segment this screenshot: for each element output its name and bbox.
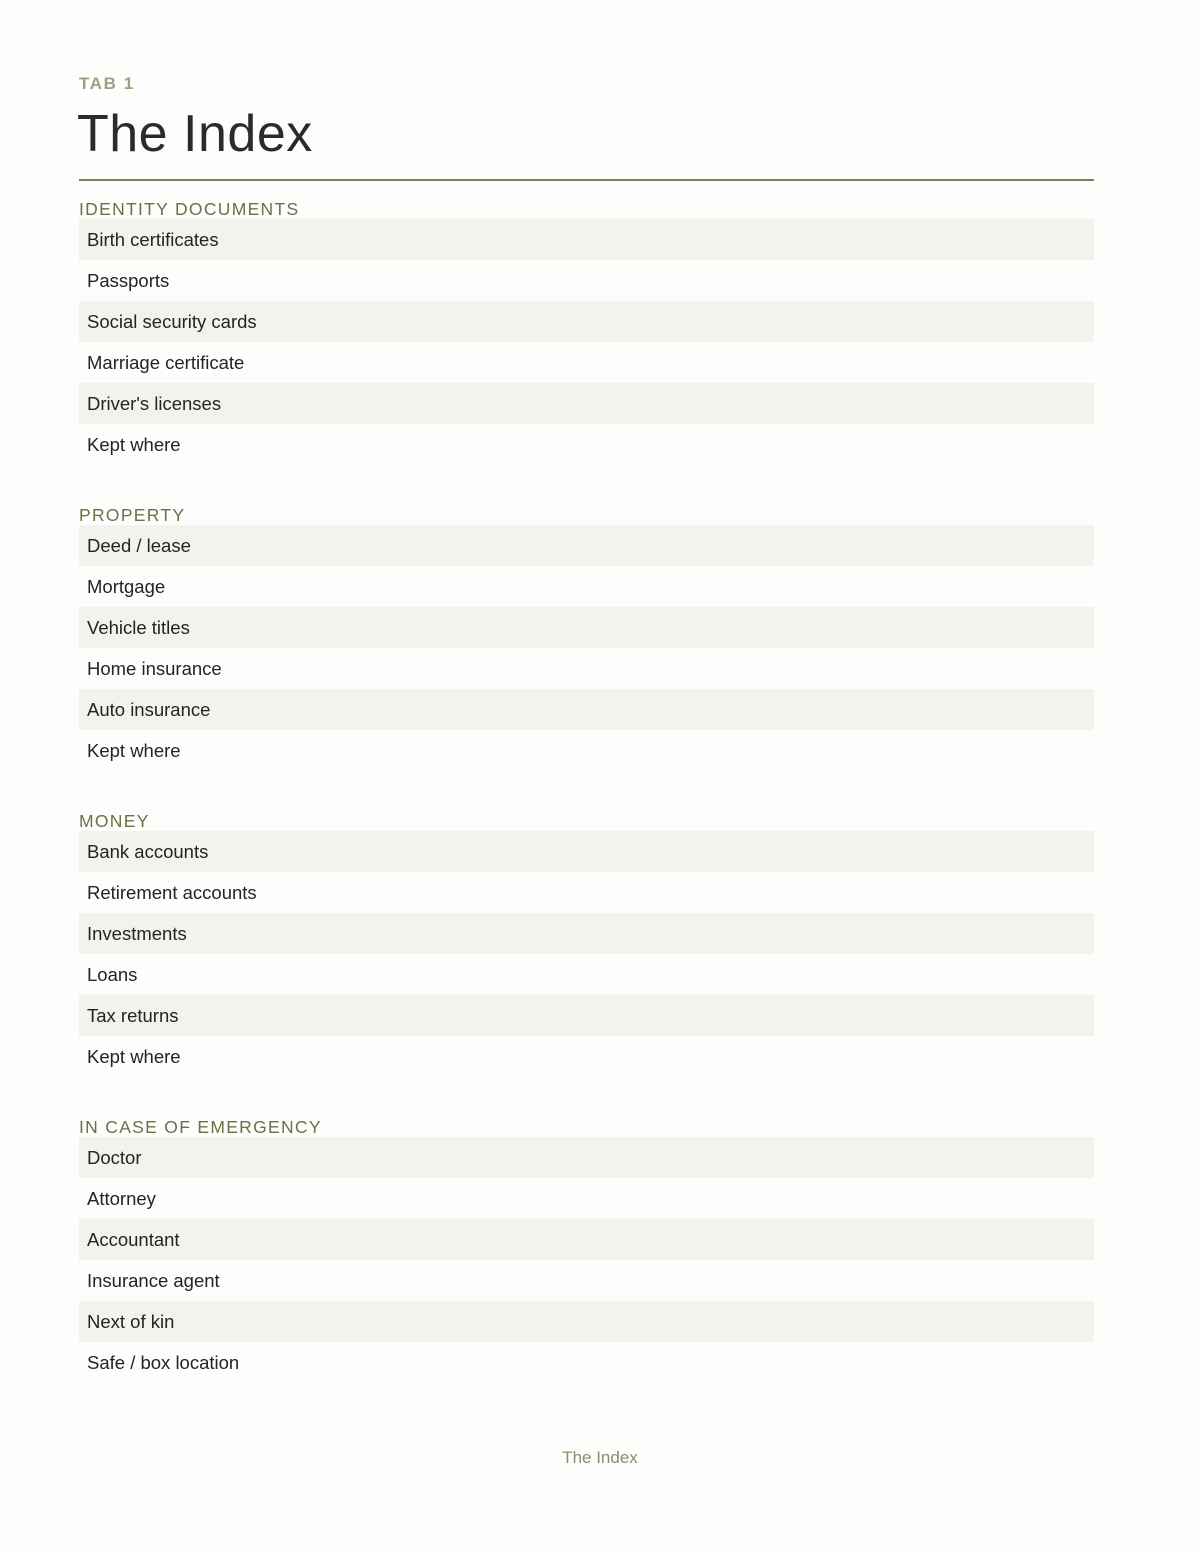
list-item: Kept where xyxy=(87,1046,181,1067)
list-item: Tax returns xyxy=(79,995,1094,1036)
list-item: Retirement accounts xyxy=(87,882,257,903)
list-item: Insurance agent xyxy=(87,1270,220,1291)
list-item: Bank accounts xyxy=(79,831,1094,872)
list-item: Attorney xyxy=(87,1188,156,1209)
list-item: Investments xyxy=(79,913,1094,954)
list-item: Auto insurance xyxy=(79,689,1094,730)
section-money xyxy=(79,811,1094,1077)
list-item: Vehicle titles xyxy=(79,607,1094,648)
page-footer: The Index xyxy=(562,1448,638,1467)
list-item: Passports xyxy=(87,270,170,291)
section-property xyxy=(79,505,1094,771)
section-identity-documents xyxy=(79,199,1094,465)
list-item: Social security cards xyxy=(79,301,1094,342)
list-item: Doctor xyxy=(79,1137,1094,1178)
list-item: Driver's licenses xyxy=(79,383,1094,424)
list-item: Loans xyxy=(87,964,138,985)
list-item: Deed / lease xyxy=(79,525,1094,566)
sections-container xyxy=(79,199,1094,1423)
list-item: Next of kin xyxy=(79,1301,1094,1342)
tab-label: TAB 1 xyxy=(79,74,135,93)
section-title: IN CASE OF EMERGENCY xyxy=(79,1117,322,1137)
list-item: Safe / box location xyxy=(87,1352,240,1373)
section-title: IDENTITY DOCUMENTS xyxy=(79,199,300,219)
list-item: Accountant xyxy=(79,1219,1094,1260)
list-item: Marriage certificate xyxy=(87,352,245,373)
page-title: The Index xyxy=(77,105,313,163)
section-title: MONEY xyxy=(79,811,150,831)
list-item: Kept where xyxy=(87,740,181,761)
list-item: Birth certificates xyxy=(79,219,1094,260)
title-divider xyxy=(79,179,1094,181)
section-title: PROPERTY xyxy=(79,505,186,525)
section-in-case-of-emergency xyxy=(79,1117,1094,1383)
list-item: Kept where xyxy=(87,434,181,455)
list-item: Home insurance xyxy=(87,658,222,679)
list-item: Mortgage xyxy=(87,576,166,597)
